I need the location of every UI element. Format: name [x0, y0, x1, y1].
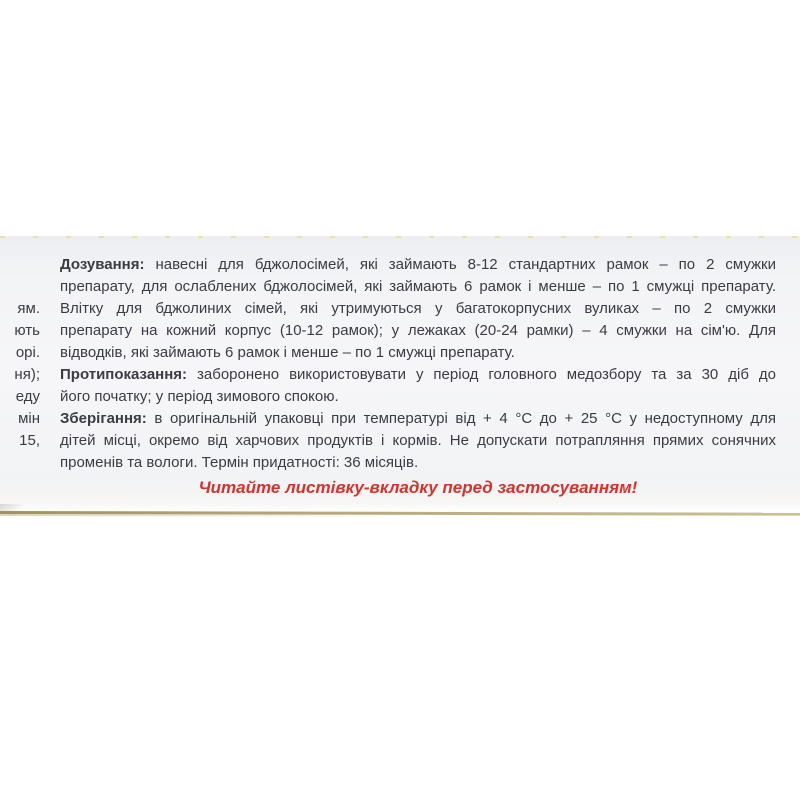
package-bottom-highlight	[0, 502, 800, 511]
text-segment: заборонено використовувати у період головного медозбору та за 30 діб до	[187, 366, 776, 383]
text-segment: препарату, для ослаблених бджолосімей, які займають 6 рамок і менше – по 1 смужці препарату.	[60, 278, 776, 295]
contraindications-paragraph	[60, 364, 776, 408]
label-text-line	[60, 364, 776, 386]
cutoff-text-line: 15,	[19, 432, 40, 449]
text-segment: променів та вологи. Термін придатності: 36 місяців.	[60, 454, 419, 471]
label-text-line	[60, 386, 776, 408]
label-text-line	[60, 320, 776, 342]
label-text-line	[60, 276, 776, 298]
label-text-line	[60, 452, 776, 474]
text-segment: дітей місці, окремо від харчових продуктів і кормів. Не допускати потрапляння прямих сонячних	[60, 432, 776, 449]
label-text-block	[60, 254, 776, 474]
text-segment: навесні для бджолосімей, які займають 8-12 стандартних рамок – по 2 смужки	[144, 256, 776, 273]
cutoff-text-line: ють	[14, 322, 40, 339]
cutoff-text-line: орі.	[15, 344, 40, 361]
text-segment: його початку; у період зимового спокою.	[60, 388, 339, 405]
label-text-line	[60, 408, 776, 430]
text-segment: в оригінальній упаковці при температурі від + 4 °С до + 25 °С у недоступному для	[146, 410, 776, 427]
warning-line: Читайте листівку-вкладку перед застосуванням!	[198, 478, 638, 497]
label-text-line	[60, 342, 776, 364]
storage-paragraph	[60, 408, 776, 474]
cutoff-text-line: еду	[15, 388, 40, 405]
dosage-paragraph	[60, 254, 776, 364]
cutoff-text-line: мін	[18, 410, 40, 427]
label-text-line	[60, 254, 776, 276]
text-segment: препарату на кожний корпус (10-12 рамок); у лежаках (20-24 рамки) – 4 смужки на сім'ю. Для	[60, 322, 776, 339]
section-heading: Протипоказання:	[60, 366, 188, 383]
label-text-line	[60, 430, 776, 452]
cutoff-text-column	[0, 298, 40, 452]
package-top-perforation-edge	[0, 236, 800, 238]
section-heading: Зберігання:	[60, 410, 147, 427]
cutoff-text-line: ня);	[14, 366, 40, 383]
text-segment: Влітку для бджолиних сімей, які утримуються у багатокорпусних вуликах – по 2 смужки	[60, 300, 776, 317]
package-bottom-edge	[0, 511, 800, 516]
cutoff-text-line: ям.	[17, 300, 40, 317]
text-segment: відводків, які займають 6 рамок і менше – по 1 смужці препарату.	[60, 344, 515, 361]
label-text-line	[60, 298, 776, 320]
section-heading: Дозування:	[60, 256, 145, 273]
